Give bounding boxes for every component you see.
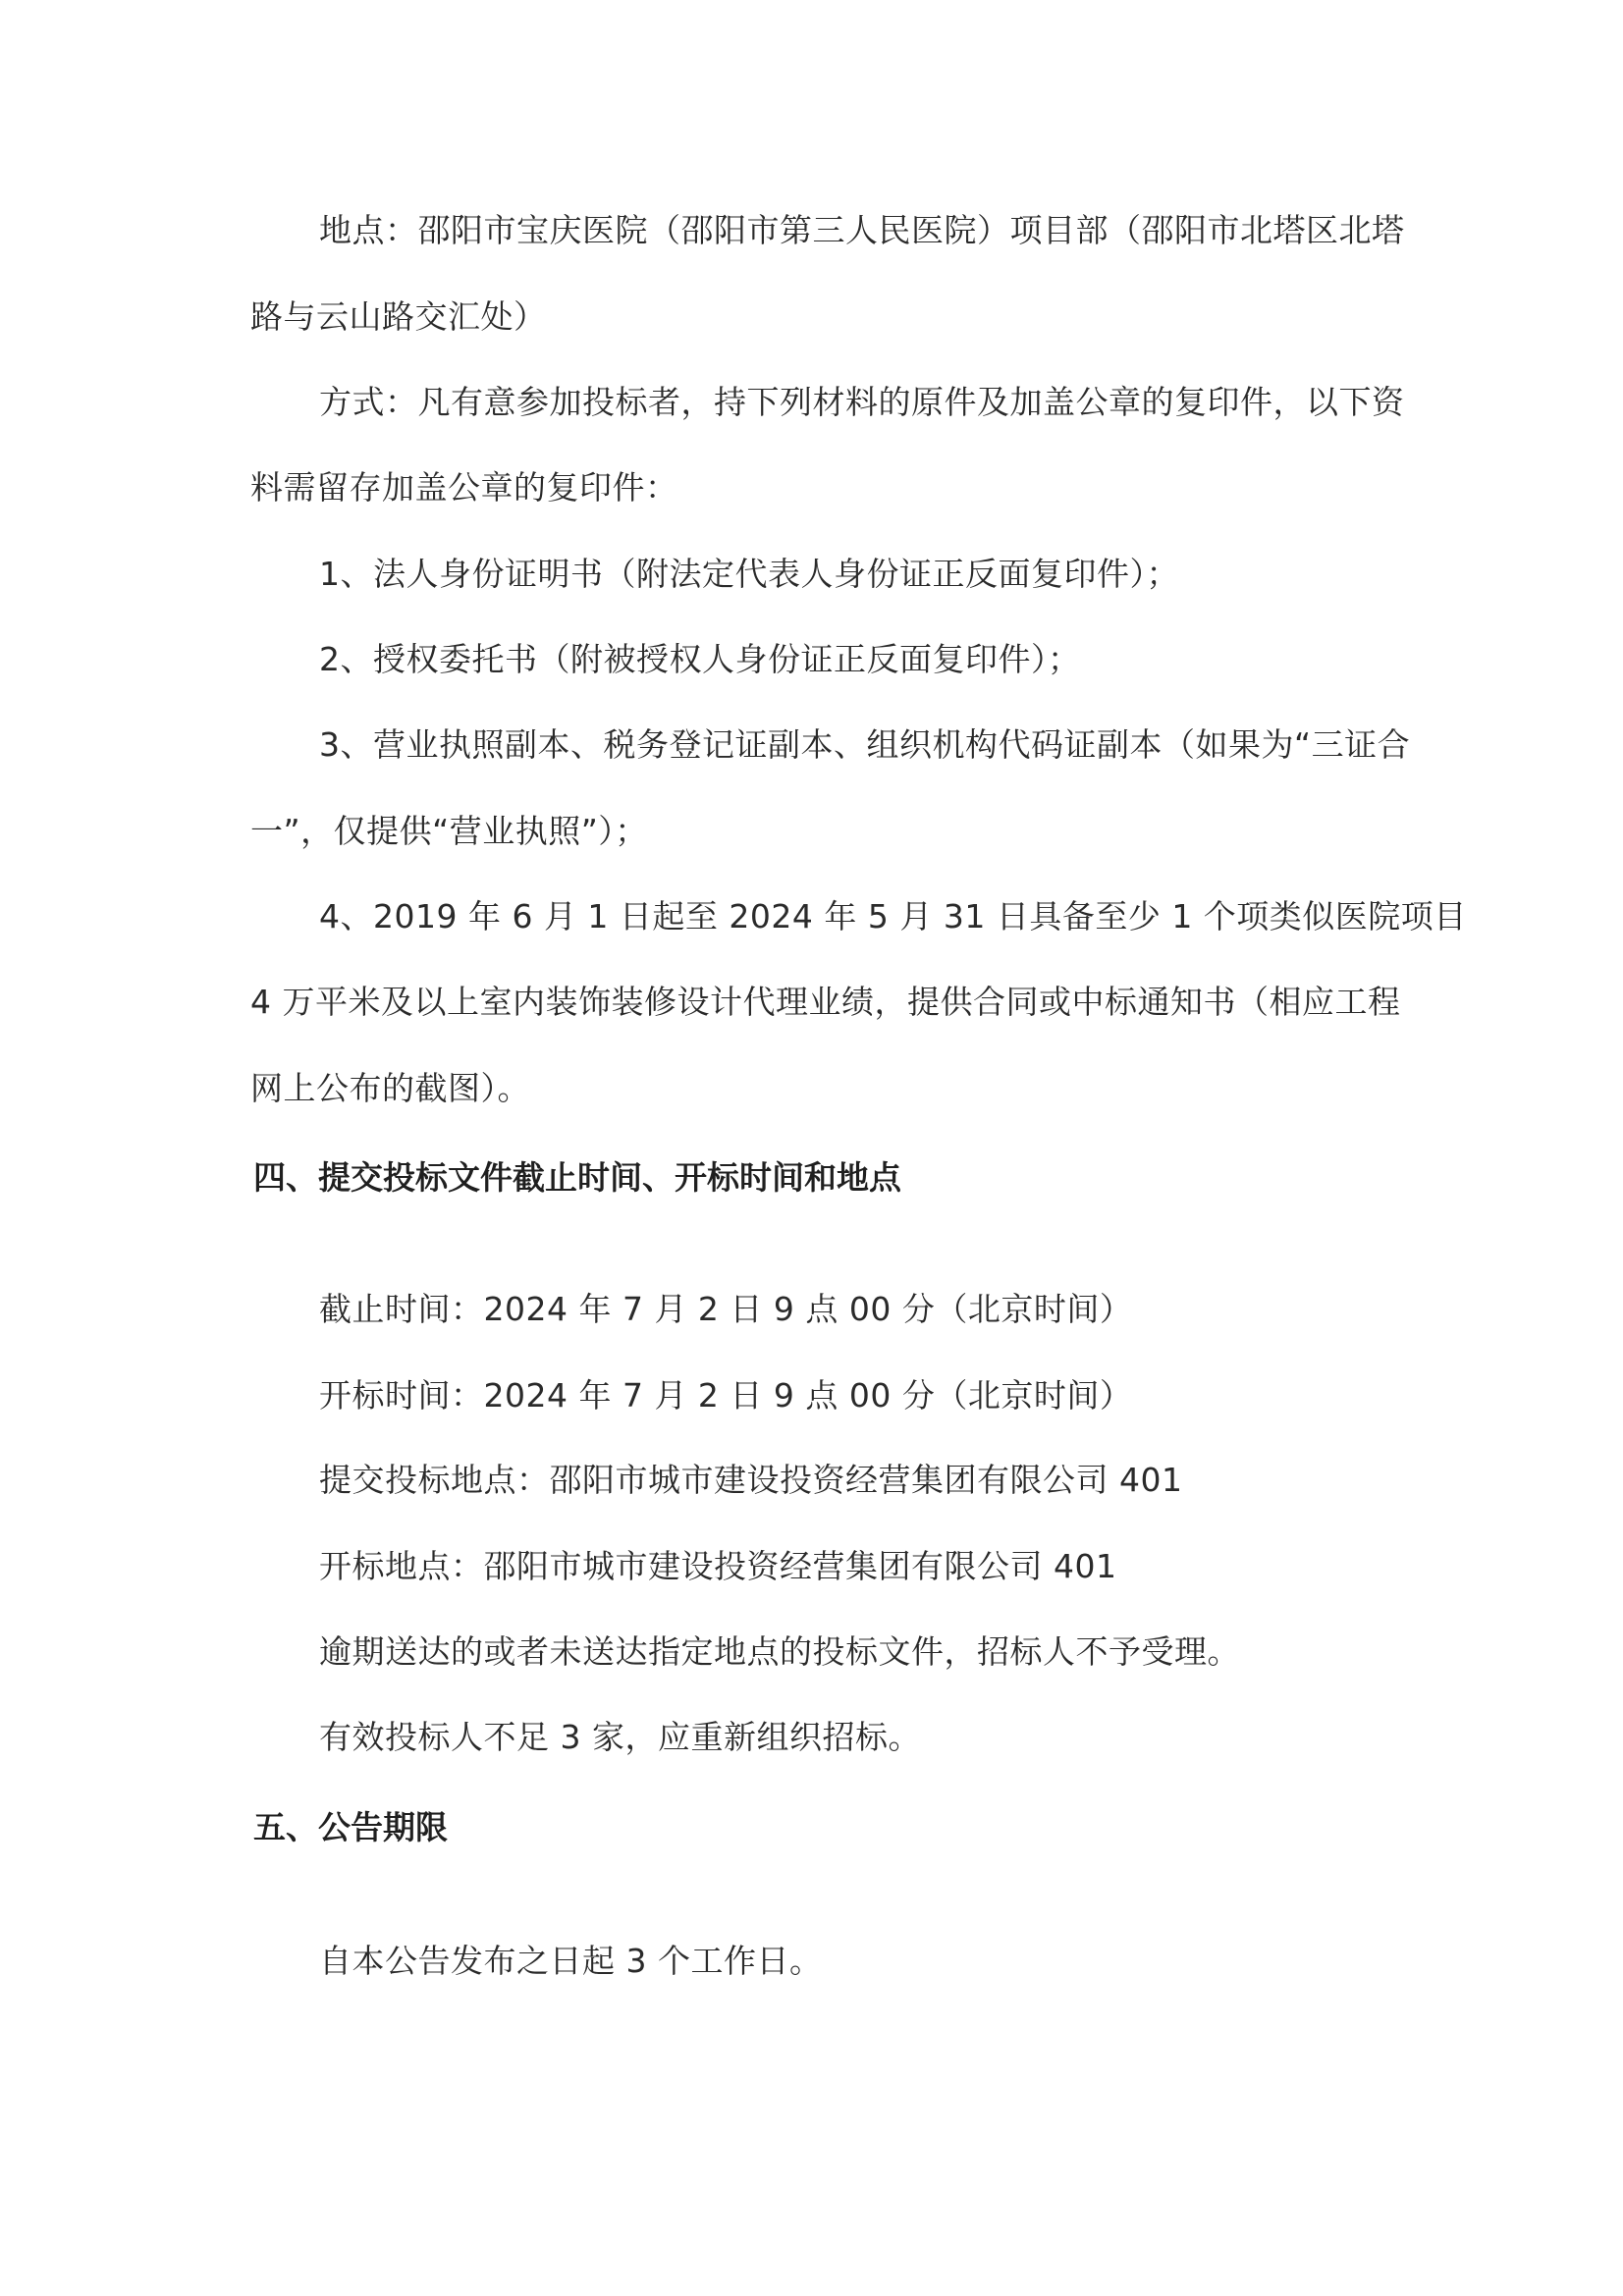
requirement-item-4-line-2: 4 万平米及以上室内装饰装修设计代理业绩，提供合同或中标通知书（相应工程 <box>250 983 1401 1021</box>
location-line-2: 路与云山路交汇处） <box>250 297 547 336</box>
method-line-1: 方式：凡有意参加投标者，持下列材料的原件及加盖公章的复印件，以下资 <box>319 383 1405 421</box>
requirement-item-4-line-3: 网上公布的截图）。 <box>250 1069 530 1107</box>
min-bidders-notice: 有效投标人不足 3 家，应重新组织招标。 <box>319 1718 921 1756</box>
requirement-item-3-line-2: 一”，仅提供“营业执照”）； <box>250 812 648 850</box>
late-notice: 逾期送达的或者未送达指定地点的投标文件，招标人不予受理。 <box>319 1632 1240 1671</box>
section-5-heading: 五、公告期限 <box>253 1808 448 1846</box>
requirement-item-3-line-1: 3、营业执照副本、税务登记证副本、组织机构代码证副本（如果为“三证合 <box>319 725 1411 764</box>
opening-place: 开标地点：邵阳市城市建设投资经营集团有限公司 401 <box>319 1547 1117 1585</box>
deadline-time: 截止时间：2024 年 7 月 2 日 9 点 00 分（北京时间） <box>319 1290 1133 1328</box>
section-4-heading: 四、提交投标文件截止时间、开标时间和地点 <box>253 1158 901 1197</box>
location-line-1: 地点：邵阳市宝庆医院（邵阳市第三人民医院）项目部（邵阳市北塔区北塔 <box>319 211 1405 249</box>
announcement-period: 自本公告发布之日起 3 个工作日。 <box>319 1942 823 1980</box>
requirement-item-4-line-1: 4、2019 年 6 月 1 日起至 2024 年 5 月 31 日具备至少 1 个项类似医院项目 <box>319 897 1467 935</box>
opening-time: 开标时间：2024 年 7 月 2 日 9 点 00 分（北京时间） <box>319 1376 1133 1415</box>
requirement-item-2: 2、授权委托书（附被授权人身份证正反面复印件）； <box>319 640 1081 678</box>
submit-place: 提交投标地点：邵阳市城市建设投资经营集团有限公司 401 <box>319 1461 1183 1499</box>
requirement-item-1: 1、法人身份证明书（附法定代表人身份证正反面复印件）； <box>319 555 1179 593</box>
method-line-2: 料需留存加盖公章的复印件： <box>250 468 678 507</box>
